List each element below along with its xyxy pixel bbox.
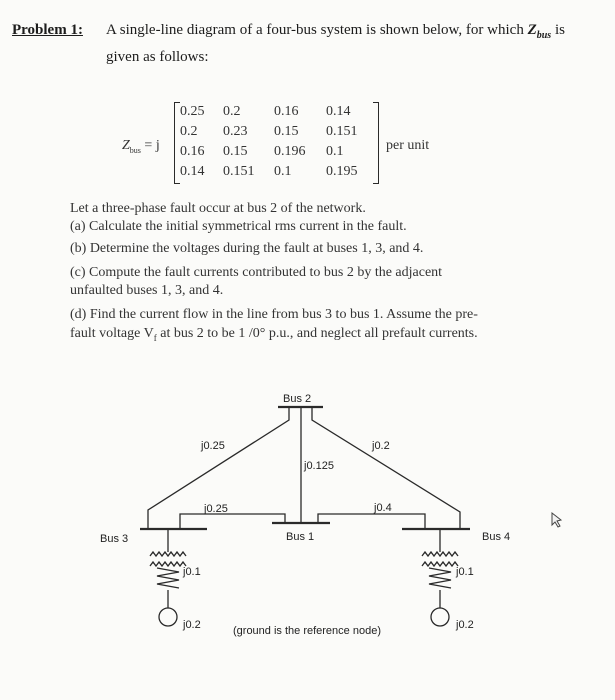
line-1-4-impedance: j0.4 (374, 502, 392, 514)
line-2-4-impedance: j0.2 (372, 440, 390, 452)
matrix-cell: 0.23 (223, 124, 248, 139)
question-c-line1: (c) Compute the fault currents contributed to bus 2 by the adjacent (70, 265, 443, 280)
problem-label: Problem 1: (12, 22, 83, 38)
line-1-4 (318, 514, 425, 529)
gen4-source-label: j0.2 (456, 619, 474, 631)
matrix-cell: 0.14 (180, 164, 205, 179)
question-d-line1: (d) Find the current flow in the line from bus 3 to bus 1. Assume the pre- (70, 307, 478, 322)
cursor-icon (552, 513, 561, 527)
problem-statement-line1: A single-line diagram of a four-bus system is shown below, for which $Z_{bus}$ is (106, 22, 565, 41)
question-intro: Let a three-phase fault occur at bus 2 of the network. (70, 201, 366, 216)
gen3-reactance-label: j0.1 (183, 566, 201, 578)
gen4-reactance-label: j0.1 (456, 566, 474, 578)
line-2-1-impedance: j0.125 (304, 460, 334, 472)
matrix-cell: 0.151 (326, 124, 358, 139)
question-b: (b) Determine the voltages during the fault at buses 1, 3, and 4. (70, 241, 424, 256)
problem-statement-line2: given as follows: (106, 49, 209, 65)
matrix-cell: 0.16 (274, 104, 299, 119)
matrix-cell: 0.196 (274, 144, 306, 159)
matrix-cell: 0.15 (223, 144, 248, 159)
matrix-cell: 0.14 (326, 104, 351, 119)
bus-1-label: Bus 1 (286, 531, 315, 543)
matrix-cell: 0.25 (180, 104, 205, 119)
matrix-cell: 0.15 (274, 124, 299, 139)
matrix-cell: 0.2 (223, 104, 241, 119)
gen4-reactance (422, 552, 458, 556)
bus-2-label: Bus 2 (283, 393, 312, 405)
line-1-3 (180, 514, 285, 529)
line-2-3-impedance: j0.25 (201, 440, 225, 452)
z-bus-symbol: $Z_{bus}$ (527, 22, 552, 41)
per-unit-label: per unit (386, 138, 430, 153)
matrix-cell: 0.1 (274, 164, 292, 179)
question-a: (a) Calculate the initial symmetrical rms current in the fault. (70, 219, 407, 234)
bus-4-label: Bus 4 (482, 531, 511, 543)
gen4-source (431, 608, 449, 626)
gen3-source (159, 608, 177, 626)
ground-reference-note: (ground is the reference node) (233, 625, 381, 637)
matrix-cell: 0.195 (326, 164, 358, 179)
bus-3-label: Bus 3 (100, 533, 129, 545)
gen3-source-label: j0.2 (183, 619, 201, 631)
question-d-line2: fault voltage $V_f$ at bus 2 to be 1 /0° p.u., and neglect all prefault currents. (70, 326, 478, 343)
matrix-cell: 0.1 (326, 144, 344, 159)
matrix-cell: 0.2 (180, 124, 198, 139)
line-1-3-impedance: j0.25 (204, 503, 228, 515)
matrix-lhs: $Z_{bus} = j$ (122, 138, 160, 155)
matrix-cell: 0.151 (223, 164, 255, 179)
matrix-cell: 0.16 (180, 144, 205, 159)
question-c-line2: unfaulted buses 1, 3, and 4. (70, 283, 224, 298)
gen3-reactance (150, 552, 186, 556)
